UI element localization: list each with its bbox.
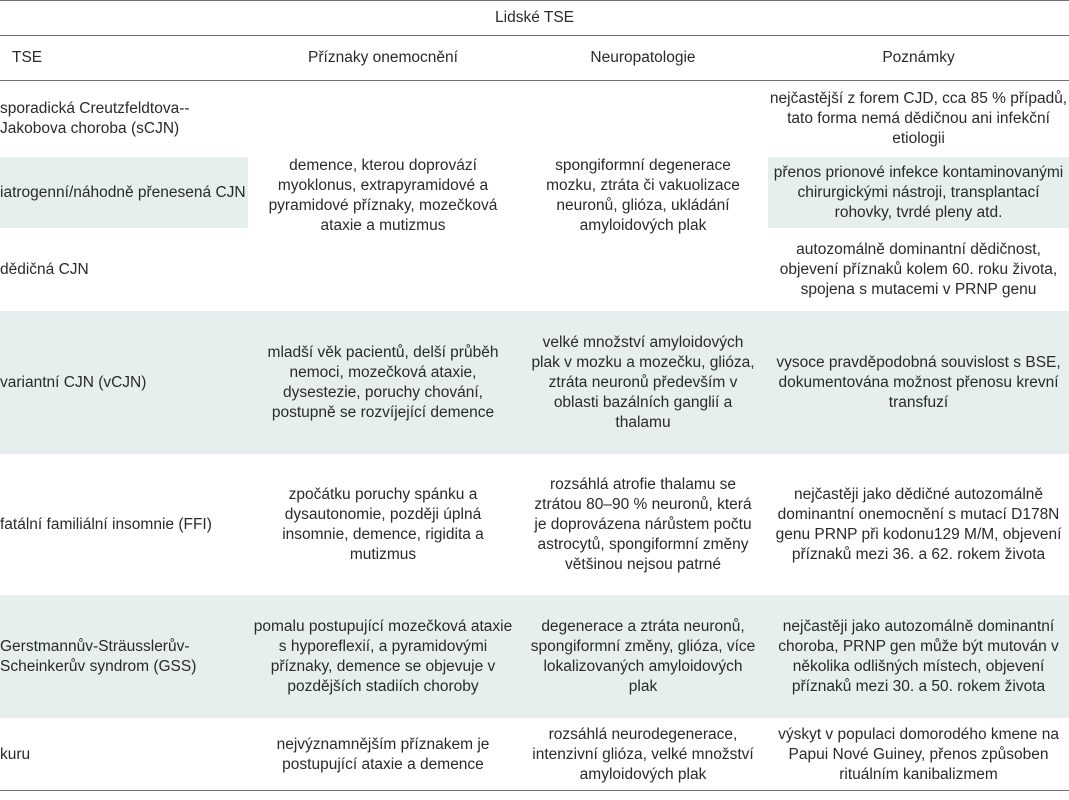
table-row xyxy=(0,719,1069,791)
neuropathology-cell xyxy=(518,719,768,791)
cjd-group-symptoms: demence, kterou doprovází myoklonus, extrapyramidové a pyramidové příznaky, mozečková ataxie a mutizmus xyxy=(268,156,498,234)
symptoms-text: pomalu postupující mozečková ataxie s hyporeflexií, a pyramidovými příznaky, demence se objevuje v pozdějších stadiích choroby xyxy=(253,617,513,695)
table-row xyxy=(0,595,1069,719)
notes-text: vysoce pravděpodobná souvislost s BSE, dokumentována možnost přenosu krevní transfuzí xyxy=(776,353,1061,411)
symptoms-text: mladší věk pacientů, delší průběh nemoci, mozečková ataxie, dysestezie, poruchy chování, postupně se rozvíjející demence xyxy=(267,343,499,421)
neuropathology-cell xyxy=(518,455,768,595)
table-caption: Lidské TSE xyxy=(0,1,1069,36)
symptoms-cell xyxy=(248,719,518,791)
tse-name-cell: kuru xyxy=(0,719,248,791)
notes-text: nejčastěji jako autozomálně dominantní choroba, PRNP gen může být mutován v několika odlišných místech, objevení příznaků mezi 30. a 50. rokem života xyxy=(778,617,1059,695)
neuropathology-text: rozsáhlá atrofie thalamu se ztrátou 80–90 % neuronů, která je doprovázena nárůstem počtu astrocytů, spongiformní změny většinou nejsou patrné xyxy=(534,475,752,573)
notes-cell xyxy=(768,455,1069,595)
notes-cell xyxy=(768,719,1069,791)
notes-cell xyxy=(768,311,1069,455)
neuropathology-text: velké množství amyloidových plak v mozku a mozečku, glióza, ztráta neuronů především v oblasti bazálních ganglií a thalamu xyxy=(531,333,755,431)
cjd-group-symptoms-cell xyxy=(248,81,518,311)
notes-text: přenos prionové infekce kontaminovanými chirurgickými nástroji, transplantací rohovky, tvrdé pleny atd. xyxy=(773,163,1064,221)
neuropathology-text: degenerace a ztráta neuronů, spongiformní změny, glióza, více lokalizovaných amyloidových plak xyxy=(530,617,756,695)
neuropathology-cell xyxy=(518,311,768,455)
tse-name-cell: sporadická Creutzfeldtova--Jakobova choroba (sCJN) xyxy=(0,81,248,157)
neuropathology-text: rozsáhlá neurodegenerace, intenzivní glióza, velké množství amyloidových plak xyxy=(532,725,754,783)
table-row xyxy=(0,81,1069,157)
notes-cell xyxy=(768,229,1069,311)
notes-cell xyxy=(768,595,1069,719)
tse-name-cell: Gerstmannův-Sträusslerův-Scheinkerův syndrom (GSS) xyxy=(0,595,248,719)
cjd-group-neuropathology-cell xyxy=(518,81,768,311)
cjd-group-neuropathology: spongiformní degenerace mozku, ztráta či vakuolizace neuronů, glióza, ukládání amyloidových plak xyxy=(546,156,740,234)
notes-text: nejčastější z forem CJD, cca 85 % případů, tato forma nemá dědičnou ani infekční etiologii xyxy=(769,89,1068,147)
tse-name-cell: fatální familiální insomnie (FFI) xyxy=(0,455,248,595)
notes-text: výskyt v populaci domorodého kmene na Papui Nové Guiney, přenos způsoben rituálním kanibalizmem xyxy=(778,725,1059,783)
notes-text: nejčastěji jako dědičné autozomálně dominantní onemocnění s mutací D178N genu PRNP při kodonu129 M/M, objevení příznaků mezi 36. a 62. rokem života xyxy=(775,485,1062,563)
notes-text: autozomálně dominantní dědičnost, objevení příznaků kolem 60. roku života, spojena s mutacemi v PRNP genu xyxy=(779,240,1058,298)
column-header-notes: Poznámky xyxy=(768,36,1069,81)
neuropathology-cell xyxy=(518,595,768,719)
table-row xyxy=(0,455,1069,595)
tse-name-cell: variantní CJN (vCJN) xyxy=(0,311,248,455)
tse-name-cell: dědičná CJN xyxy=(0,229,248,311)
column-header-tse: TSE xyxy=(0,36,248,81)
table-row xyxy=(0,311,1069,455)
symptoms-text: nejvýznamnějším příznakem je postupující ataxie a demence xyxy=(276,735,490,773)
column-header-symptoms: Příznaky onemocnění xyxy=(248,36,518,81)
symptoms-cell xyxy=(248,455,518,595)
notes-cell xyxy=(768,157,1069,229)
tse-name-cell: iatrogenní/náhodně přenesená CJN xyxy=(0,157,248,229)
column-header-neuropathology: Neuropatologie xyxy=(518,36,768,81)
notes-cell xyxy=(768,81,1069,157)
symptoms-cell xyxy=(248,595,518,719)
symptoms-cell xyxy=(248,311,518,455)
symptoms-text: zpočátku poruchy spánku a dysautonomie, později úplná insomnie, demence, rigidita a mutizmus xyxy=(282,485,484,563)
